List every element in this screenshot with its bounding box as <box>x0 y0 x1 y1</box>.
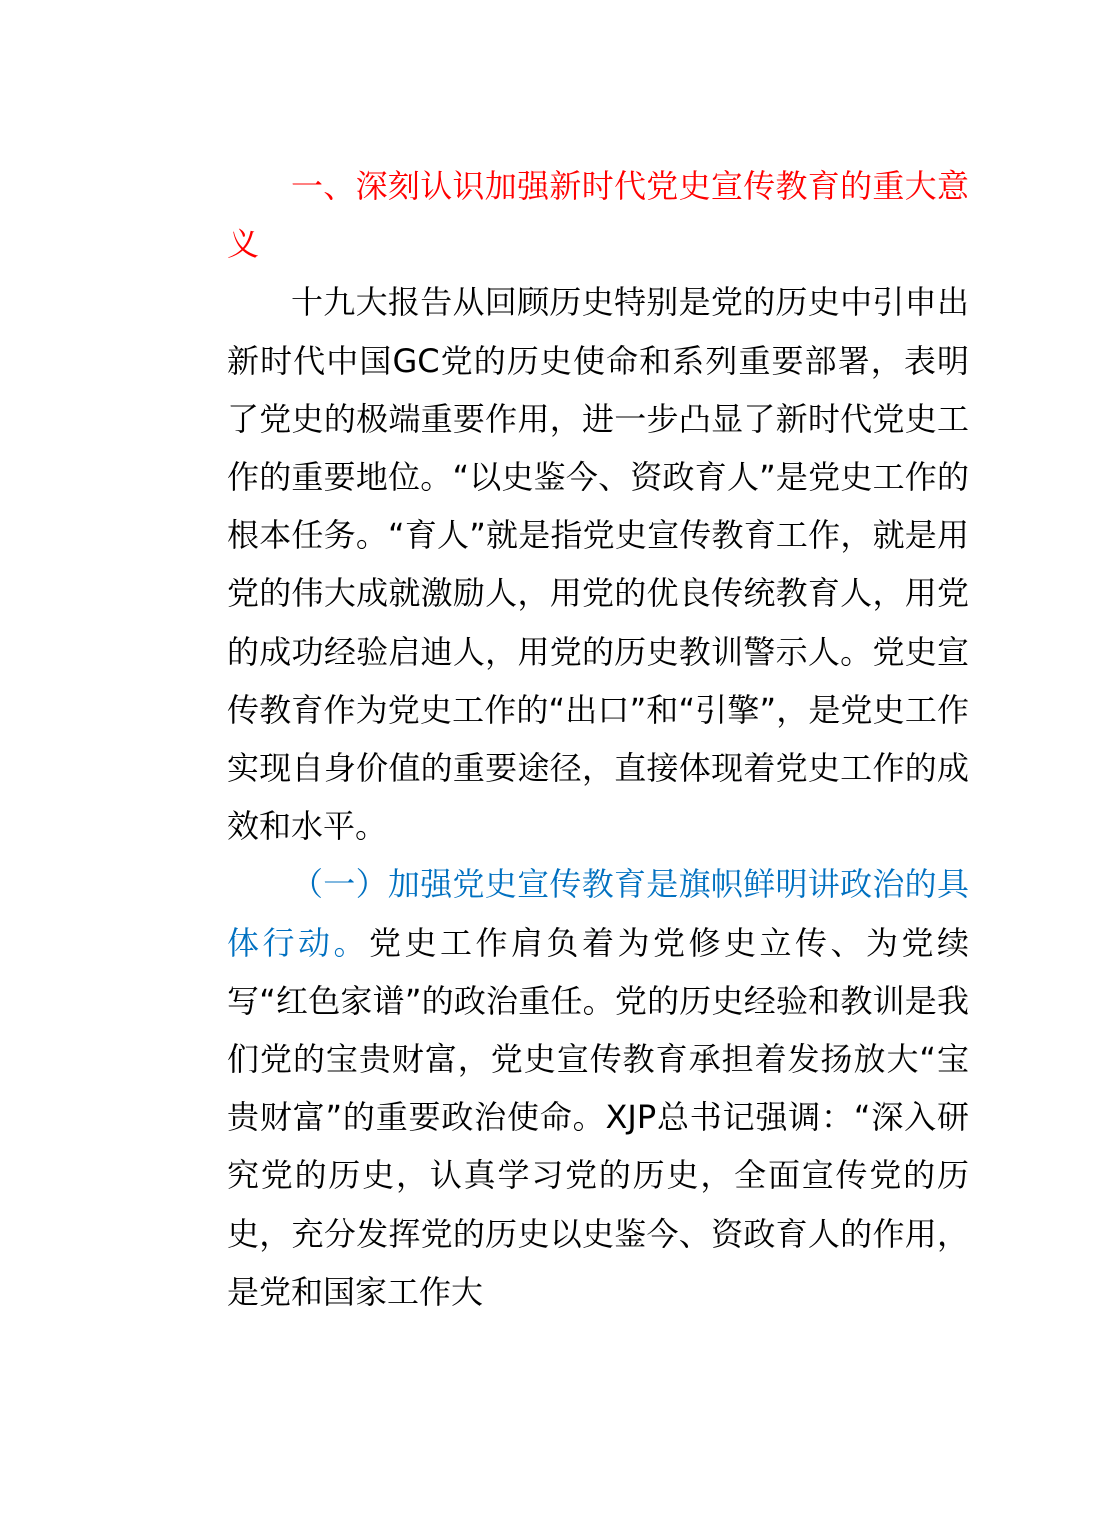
body-paragraph-2 <box>227 855 969 1321</box>
subheading-1: （一）加强党史宣传教育是旗帜鲜明讲政治的具体行动。 <box>227 865 969 962</box>
section-heading: 一、深刻认识加强新时代党史宣传教育的重大意义 <box>227 167 969 264</box>
body-paragraph-1: 十九大报告从回顾历史特别是党的历史中引申出新时代中国GC党的历史使命和系列重要部署，表明了党史的极端重要作用，进一步凸显了新时代党史工作的重要地位。“以史鉴今、资政育人”是党史工作的根本任务。“育人”就是指党史宣传教育工作，就是用党的伟大成就激励人，用党的优良传统教育人，用党的成功经验启迪人，用党的历史教训警示人。党史宣传教育作为党史工作的“出口”和“引擎”，是党史工作实现自身价值的重要途径，直接体现着党史工作的成效和水平。 <box>227 283 969 846</box>
document-page <box>227 157 969 1321</box>
body-paragraph-2-text: 党史工作肩负着为党修史立传、为党续写“红色家谱”的政治重任。党的历史经验和教训是我们党的宝贵财富，党史宣传教育承担着发扬放大“宝贵财富”的重要政治使命。XJP总书记强调：“深入研究党的历史，认真学习党的历史，全面宣传党的历史，充分发挥党的历史以史鉴今、资政育人的作用，是党和国家工作大 <box>227 923 969 1311</box>
